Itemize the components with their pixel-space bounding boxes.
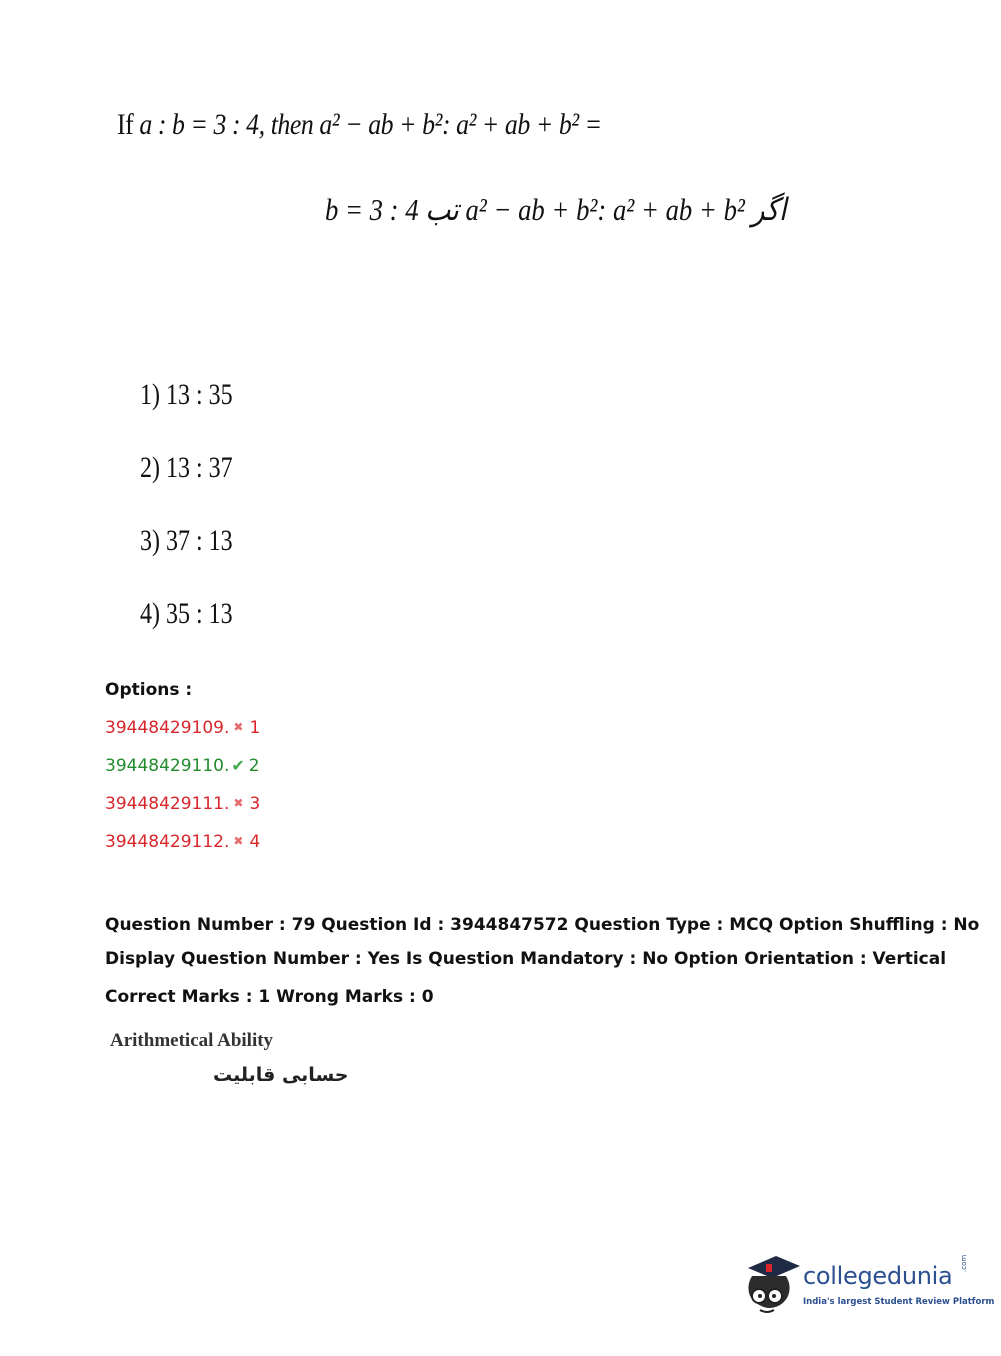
question-meta-line-1: Question Number : 79 Question Id : 3944847572 Question Type : MCQ Option Shuffling : No [105,915,980,935]
option-row [105,756,260,776]
choice-label: 2) [140,451,160,484]
choice-4 [140,597,233,631]
collegedunia-logo-icon [742,1250,804,1320]
options-title: Options : [105,680,193,700]
choice-value: 35 : 13 [166,597,233,630]
choice-value: 13 : 35 [166,378,233,411]
option-value: 3 [249,794,261,814]
option-id: 39448429111. [105,794,230,814]
choice-3 [140,524,233,558]
question-meta-line-3: Correct Marks : 1 Wrong Marks : 0 [105,987,434,1007]
option-row [105,832,260,852]
cross-icon: ✖ [233,796,244,810]
choice-label: 3) [140,524,160,557]
option-id: 39448429112. [105,832,230,852]
option-value: 2 [248,756,260,776]
question-urdu: b = 3 : 4 تب a² − ab + b²: a² + ab + b² اگر [325,192,787,227]
logo-tagline: India's largest Student Review Platform [803,1297,995,1307]
question-meta-line-2: Display Question Number : Yes Is Question Mandatory : No Option Orientation : Vertical [105,949,947,969]
question-english [117,108,602,142]
choice-label: 4) [140,597,160,630]
question-expression: a² − ab + b²: a² + ab + b² = [319,108,602,141]
choice-label: 1) [140,378,160,411]
question-ratio: a : b = 3 : 4, then [139,108,314,141]
subject-english: Arithmetical Ability [110,1030,274,1051]
option-value: 4 [249,832,261,852]
option-row [105,718,260,738]
subject-urdu: حسابی قابلیت [213,1064,349,1086]
choice-value: 37 : 13 [166,524,233,557]
option-id: 39448429110. [105,756,230,776]
choice-2 [140,451,233,485]
option-value: 1 [249,718,261,738]
question-if: If [117,108,134,141]
logo-suffix: .com [960,1254,968,1272]
check-icon: ✔ [231,756,245,775]
choice-value: 13 : 37 [166,451,233,484]
option-row [105,794,260,814]
choice-1 [140,378,233,412]
logo-name: collegedunia [803,1262,953,1290]
cross-icon: ✖ [233,834,244,848]
option-id: 39448429109. [105,718,230,738]
cross-icon: ✖ [233,720,244,734]
